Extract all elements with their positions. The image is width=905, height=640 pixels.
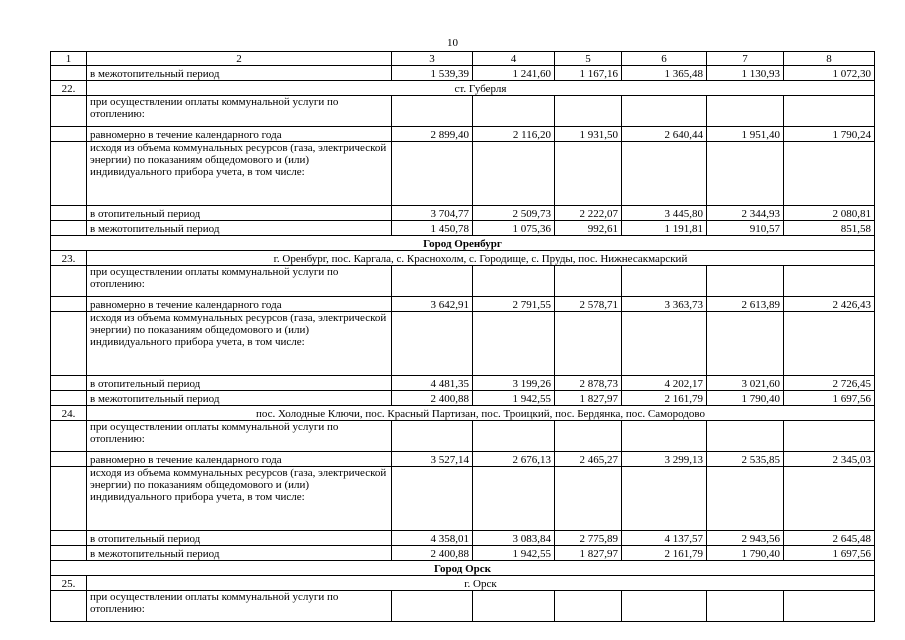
row-number-cell — [51, 312, 87, 376]
value-cell: 1 130,93 — [707, 66, 784, 81]
locality-name: пос. Холодные Ключи, пос. Красный Партизан, пос. Троицкий, пос. Бердянка, пос. Самородово — [87, 406, 875, 421]
value-cell: 4 137,57 — [622, 531, 707, 546]
row-label-cell: исходя из объема коммунальных ресурсов (газа, электрической энергии) по показаниям общедомового и (или) индивидуального прибора учета, в том числе: — [87, 142, 392, 206]
column-header: 4 — [473, 52, 555, 66]
row-number-cell — [51, 221, 87, 236]
empty-value-cell — [555, 142, 622, 206]
value-cell: 3 704,77 — [392, 206, 473, 221]
row-number-cell: 23. — [51, 251, 87, 266]
row-label-cell: при осуществлении оплаты коммунальной услуги по отоплению: — [87, 591, 392, 622]
row-number-cell: 24. — [51, 406, 87, 421]
value-cell: 2 943,56 — [707, 531, 784, 546]
empty-value-cell — [392, 266, 473, 297]
table-row — [51, 206, 875, 221]
row-label-cell: при осуществлении оплаты коммунальной услуги по отоплению: — [87, 421, 392, 452]
table-row — [51, 531, 875, 546]
empty-value-cell — [555, 421, 622, 452]
table-row — [51, 576, 875, 591]
value-cell: 2 116,20 — [473, 127, 555, 142]
value-cell: 2 726,45 — [784, 376, 875, 391]
empty-value-cell — [707, 467, 784, 531]
value-cell: 2 645,48 — [784, 531, 875, 546]
table-row — [51, 467, 875, 531]
row-label-cell: равномерно в течение календарного года — [87, 452, 392, 467]
row-number-cell — [51, 266, 87, 297]
value-cell: 2 899,40 — [392, 127, 473, 142]
value-cell: 2 775,89 — [555, 531, 622, 546]
column-header: 3 — [392, 52, 473, 66]
row-number-cell — [51, 591, 87, 622]
value-cell: 1 365,48 — [622, 66, 707, 81]
table-row — [51, 142, 875, 206]
empty-value-cell — [784, 266, 875, 297]
empty-value-cell — [555, 96, 622, 127]
row-number-cell — [51, 96, 87, 127]
value-cell: 2 222,07 — [555, 206, 622, 221]
value-cell: 2 578,71 — [555, 297, 622, 312]
row-label-cell: в межотопительный период — [87, 66, 392, 81]
value-cell: 2 400,88 — [392, 391, 473, 406]
value-cell: 4 202,17 — [622, 376, 707, 391]
value-cell: 1 697,56 — [784, 546, 875, 561]
row-label-cell: исходя из объема коммунальных ресурсов (газа, электрической энергии) по показаниям общедомового и (или) индивидуального прибора учета, в том числе: — [87, 467, 392, 531]
empty-value-cell — [707, 591, 784, 622]
value-cell: 1 167,16 — [555, 66, 622, 81]
row-number-cell — [51, 546, 87, 561]
row-number-cell — [51, 391, 87, 406]
empty-value-cell — [555, 467, 622, 531]
row-number-cell — [51, 142, 87, 206]
empty-value-cell — [707, 421, 784, 452]
value-cell: 1 827,97 — [555, 546, 622, 561]
empty-value-cell — [555, 312, 622, 376]
value-cell: 3 445,80 — [622, 206, 707, 221]
row-label-cell: при осуществлении оплаты коммунальной услуги по отоплению: — [87, 96, 392, 127]
row-number-cell: 25. — [51, 576, 87, 591]
value-cell: 2 509,73 — [473, 206, 555, 221]
empty-value-cell — [622, 467, 707, 531]
value-cell: 992,61 — [555, 221, 622, 236]
empty-value-cell — [473, 467, 555, 531]
empty-value-cell — [784, 142, 875, 206]
row-number-cell: 22. — [51, 81, 87, 96]
value-cell: 2 676,13 — [473, 452, 555, 467]
value-cell: 3 199,26 — [473, 376, 555, 391]
value-cell: 3 527,14 — [392, 452, 473, 467]
empty-value-cell — [473, 142, 555, 206]
locality-name: ст. Губерля — [87, 81, 875, 96]
row-label-cell: равномерно в течение календарного года — [87, 297, 392, 312]
empty-value-cell — [622, 312, 707, 376]
row-number-cell — [51, 531, 87, 546]
empty-value-cell — [392, 312, 473, 376]
row-label-cell: в межотопительный период — [87, 221, 392, 236]
value-cell: 4 358,01 — [392, 531, 473, 546]
column-header: 5 — [555, 52, 622, 66]
empty-value-cell — [622, 591, 707, 622]
table-row — [51, 391, 875, 406]
empty-value-cell — [473, 96, 555, 127]
value-cell: 2 344,93 — [707, 206, 784, 221]
empty-value-cell — [555, 266, 622, 297]
empty-value-cell — [707, 266, 784, 297]
value-cell: 2 613,89 — [707, 297, 784, 312]
row-label-cell: в межотопительный период — [87, 546, 392, 561]
value-cell: 1 072,30 — [784, 66, 875, 81]
column-header: 8 — [784, 52, 875, 66]
value-cell: 1 951,40 — [707, 127, 784, 142]
table-row — [51, 236, 875, 251]
value-cell: 2 426,43 — [784, 297, 875, 312]
empty-value-cell — [392, 467, 473, 531]
empty-value-cell — [784, 467, 875, 531]
table-row — [51, 96, 875, 127]
tariff-table — [50, 51, 875, 622]
city-heading: Город Орск — [51, 561, 875, 576]
empty-value-cell — [707, 312, 784, 376]
empty-value-cell — [784, 591, 875, 622]
table-row — [51, 251, 875, 266]
value-cell: 1 931,50 — [555, 127, 622, 142]
value-cell: 2 791,55 — [473, 297, 555, 312]
empty-value-cell — [707, 142, 784, 206]
value-cell: 1 790,40 — [707, 546, 784, 561]
value-cell: 1 241,60 — [473, 66, 555, 81]
empty-value-cell — [784, 421, 875, 452]
column-header: 1 — [51, 52, 87, 66]
empty-value-cell — [555, 591, 622, 622]
table-row — [51, 266, 875, 297]
locality-name: г. Орск — [87, 576, 875, 591]
row-number-cell — [51, 206, 87, 221]
locality-name: г. Оренбург, пос. Каргала, с. Краснохолм, с. Городище, с. Пруды, пос. Нижнесакмарский — [87, 251, 875, 266]
table-row — [51, 221, 875, 236]
value-cell: 1 790,40 — [707, 391, 784, 406]
city-heading: Город Оренбург — [51, 236, 875, 251]
value-cell: 1 942,55 — [473, 546, 555, 561]
row-number-cell — [51, 297, 87, 312]
row-label-cell: в отопительный период — [87, 531, 392, 546]
row-label-cell: исходя из объема коммунальных ресурсов (газа, электрической энергии) по показаниям общедомового и (или) индивидуального прибора учета, в том числе: — [87, 312, 392, 376]
row-label-cell: в отопительный период — [87, 376, 392, 391]
empty-value-cell — [784, 312, 875, 376]
table-row — [51, 376, 875, 391]
value-cell: 2 080,81 — [784, 206, 875, 221]
value-cell: 2 161,79 — [622, 391, 707, 406]
column-header: 6 — [622, 52, 707, 66]
value-cell: 2 400,88 — [392, 546, 473, 561]
value-cell: 1 075,36 — [473, 221, 555, 236]
value-cell: 1 827,97 — [555, 391, 622, 406]
empty-value-cell — [392, 591, 473, 622]
value-cell: 851,58 — [784, 221, 875, 236]
row-number-cell — [51, 127, 87, 142]
empty-value-cell — [707, 96, 784, 127]
value-cell: 2 535,85 — [707, 452, 784, 467]
page-number: 10 — [447, 37, 458, 49]
row-label-cell: в отопительный период — [87, 206, 392, 221]
row-number-cell — [51, 467, 87, 531]
empty-value-cell — [784, 96, 875, 127]
table-row — [51, 421, 875, 452]
value-cell: 3 363,73 — [622, 297, 707, 312]
row-label-cell: в межотопительный период — [87, 391, 392, 406]
value-cell: 910,57 — [707, 221, 784, 236]
empty-value-cell — [622, 96, 707, 127]
value-cell: 2 161,79 — [622, 546, 707, 561]
value-cell: 1 790,24 — [784, 127, 875, 142]
table-row — [51, 312, 875, 376]
value-cell: 1 942,55 — [473, 391, 555, 406]
table-row — [51, 546, 875, 561]
empty-value-cell — [473, 312, 555, 376]
empty-value-cell — [622, 266, 707, 297]
row-label-cell: при осуществлении оплаты коммунальной услуги по отоплению: — [87, 266, 392, 297]
table-row — [51, 127, 875, 142]
value-cell: 3 299,13 — [622, 452, 707, 467]
value-cell: 3 083,84 — [473, 531, 555, 546]
column-header: 2 — [87, 52, 392, 66]
empty-value-cell — [473, 266, 555, 297]
value-cell: 3 642,91 — [392, 297, 473, 312]
empty-value-cell — [392, 421, 473, 452]
table-row — [51, 406, 875, 421]
table-row — [51, 297, 875, 312]
value-cell: 2 345,03 — [784, 452, 875, 467]
row-number-cell — [51, 66, 87, 81]
column-header: 7 — [707, 52, 784, 66]
row-number-cell — [51, 376, 87, 391]
empty-value-cell — [622, 421, 707, 452]
table-row — [51, 81, 875, 96]
row-number-cell — [51, 421, 87, 452]
value-cell: 1 191,81 — [622, 221, 707, 236]
empty-value-cell — [622, 142, 707, 206]
value-cell: 4 481,35 — [392, 376, 473, 391]
row-label-cell: равномерно в течение календарного года — [87, 127, 392, 142]
value-cell: 1 539,39 — [392, 66, 473, 81]
table-row — [51, 452, 875, 467]
value-cell: 3 021,60 — [707, 376, 784, 391]
value-cell: 2 878,73 — [555, 376, 622, 391]
value-cell: 2 640,44 — [622, 127, 707, 142]
row-number-cell — [51, 452, 87, 467]
table-row — [51, 66, 875, 81]
header-row — [51, 52, 875, 66]
table-row — [51, 591, 875, 622]
table-row — [51, 561, 875, 576]
empty-value-cell — [473, 421, 555, 452]
empty-value-cell — [473, 591, 555, 622]
value-cell: 2 465,27 — [555, 452, 622, 467]
value-cell: 1 450,78 — [392, 221, 473, 236]
empty-value-cell — [392, 142, 473, 206]
empty-value-cell — [392, 96, 473, 127]
value-cell: 1 697,56 — [784, 391, 875, 406]
